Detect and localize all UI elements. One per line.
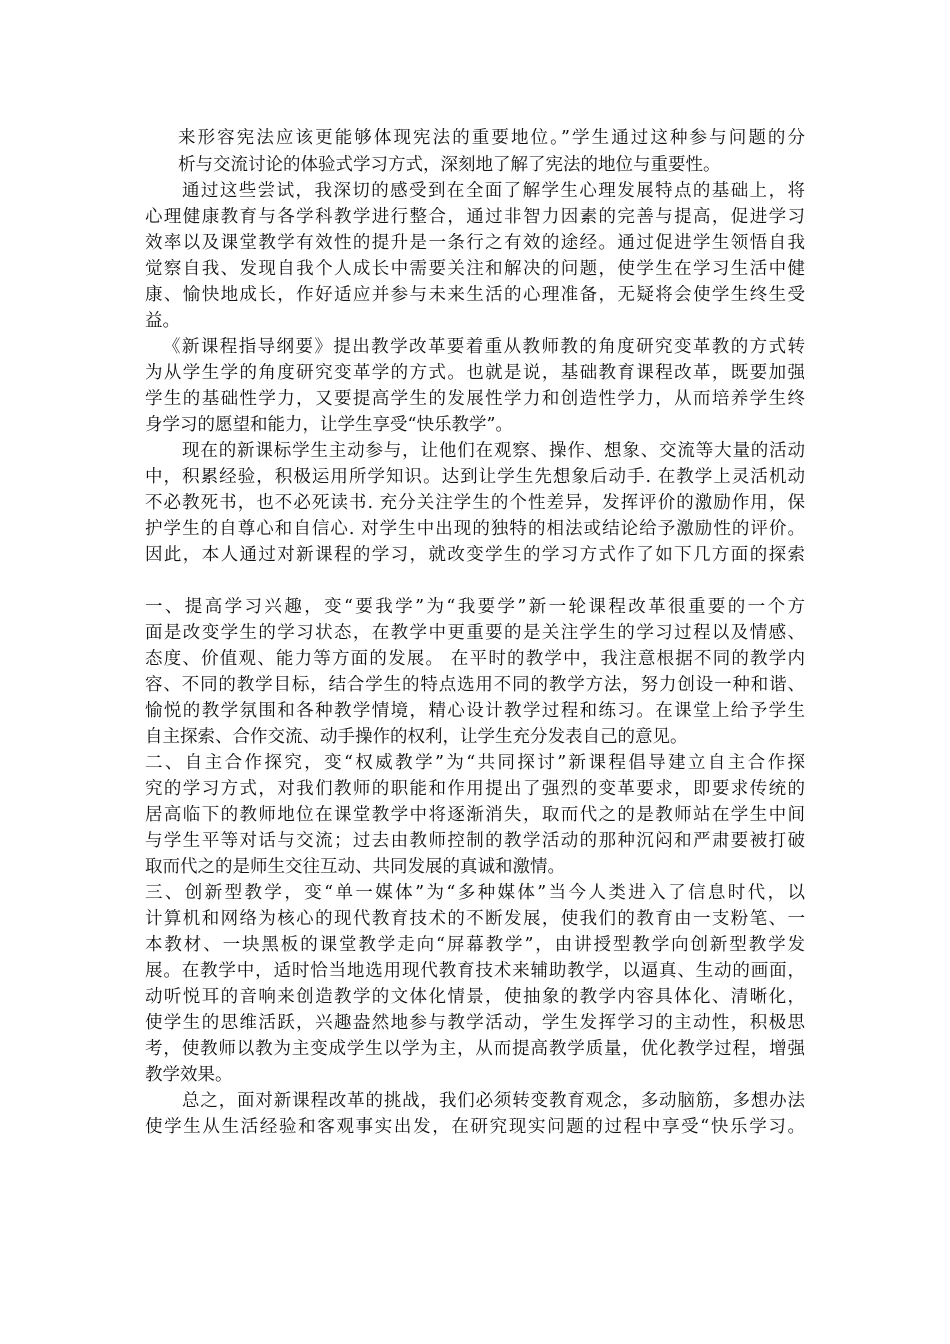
- text-line: 本教材、一块黑板的课堂教学走向“屏幕教学”，由讲授型教学向创新型教学发: [145, 935, 805, 955]
- text-line: 《新课程指导纲要》提出教学改革要着重从教师教的角度研究变革教的方式转: [163, 337, 805, 357]
- text-line: 使学生从生活经验和客观事实出发，在研究现实问题的过程中享受“快乐学习。: [145, 1117, 805, 1137]
- text-line: 心理健康教育与各学科教学进行整合，通过非智力因素的完善与提高，促进学习: [145, 207, 805, 227]
- text-line: 总之，面对新课程改革的挑战，我们必须转变教育观念，多动脑筋，多想办法: [182, 1091, 805, 1111]
- text-line: 一、提高学习兴趣，变“要我学”为“我要学”新一轮课程改革很重要的一个方: [145, 597, 805, 617]
- text-line: 愉悦的教学氛围和各种教学情境，精心设计教学过程和练习。在课堂上给予学生: [145, 701, 805, 721]
- text-line: 学生的基础性学力，又要提高学生的发展性学力和创造性学力，从而培养学生终: [145, 389, 805, 409]
- text-line: 觉察自我、发现自我个人成长中需要关注和解决的问题，使学生在学习生活中健: [145, 259, 805, 279]
- text-line: 考，使教师以教为主变成学生以学为主，从而提高教学质量，优化教学过程，增强: [145, 1039, 805, 1059]
- text-line: 与学生平等对话与交流；过去由教师控制的教学活动的那种沉闷和严肃要被打破: [145, 831, 805, 851]
- text-line: 居高临下的教师地位在课堂教学中将逐渐消失，取而代之的是教师站在学生中间: [145, 805, 805, 825]
- text-line: 究的学习方式，对我们教师的职能和作用提出了强烈的变革要求，即要求传统的: [145, 779, 805, 799]
- text-line: 容、不同的教学目标，结合学生的特点选用不同的教学方法，努力创设一种和谐、: [145, 675, 805, 695]
- text-line: 益。: [145, 311, 180, 331]
- text-line: 不必教死书，也不必死读书. 充分关注学生的个性差异，发挥评价的激励作用，保: [145, 493, 805, 513]
- text-line: 面是改变学生的学习状态，在教学中更重要的是关注学生的学习过程以及情感、: [145, 623, 805, 643]
- text-line: 析与交流讨论的体验式学习方式，深刻地了解了宪法的地位与重要性。: [178, 155, 721, 175]
- text-line: 护学生的自尊心和自信心. 对学生中出现的独特的相法或结论给予激励性的评价。: [145, 519, 805, 539]
- text-line: 二、自主合作探究，变“权威教学”为“共同探讨”新课程倡导建立自主合作探: [145, 753, 805, 773]
- text-line: 因此，本人通过对新课程的学习，就改变学生的学习方式作了如下几方面的探索: [145, 545, 805, 565]
- text-line: 自主探索、合作交流、动手操作的权利，让学生充分发表自己的意见。: [145, 727, 688, 747]
- text-line: 中，积累经验，积极运用所学知识。达到让学生先想象后动手. 在教学上灵活机动: [145, 467, 805, 487]
- text-line: 效率以及课堂教学有效性的提升是一条行之有效的途经。通过促进学生领悟自我: [145, 233, 805, 253]
- text-line: 身学习的愿望和能力，让学生享受“快乐教学”。: [145, 415, 513, 435]
- text-line: 计算机和网络为核心的现代教育技术的不断发展，使我们的教育由一支粉笔、一: [145, 909, 805, 929]
- text-line: 展。在教学中，适时恰当地选用现代教育技术来辅助教学，以逼真、生动的画面，: [145, 961, 805, 981]
- text-line: 通过这些尝试，我深切的感受到在全面了解学生心理发展特点的基础上，将: [182, 181, 805, 201]
- text-line: 动听悦耳的音响来创造教学的文体化情景，使抽象的教学内容具体化、清晰化，: [145, 987, 805, 1007]
- text-line: 三、创新型教学，变“单一媒体”为“多种媒体”当今人类进入了信息时代，以: [145, 883, 805, 903]
- text-line: 态度、价值观、能力等方面的发展。 在平时的教学中，我注意根据不同的教学内: [145, 649, 805, 669]
- text-line: 教学效果。: [145, 1065, 233, 1085]
- text-line: 取而代之的是师生交往互动、共同发展的真诚和激情。: [145, 857, 565, 877]
- text-line: 现在的新课标学生主动参与，让他们在观察、操作、想象、交流等大量的活动: [182, 441, 805, 461]
- text-line: 使学生的思维活跃，兴趣盎然地参与教学活动，学生发挥学习的主动性，积极思: [145, 1013, 805, 1033]
- text-line: 为从学生学的角度研究变革学的方式。也就是说，基础教育课程改革，既要加强: [145, 363, 805, 383]
- text-line: 康、愉快地成长，作好适应并参与未来生活的心理准备，无疑将会使学生终生受: [145, 285, 805, 305]
- text-line: 来形容宪法应该更能够体现宪法的重要地位。”学生通过这种参与问题的分: [178, 128, 805, 148]
